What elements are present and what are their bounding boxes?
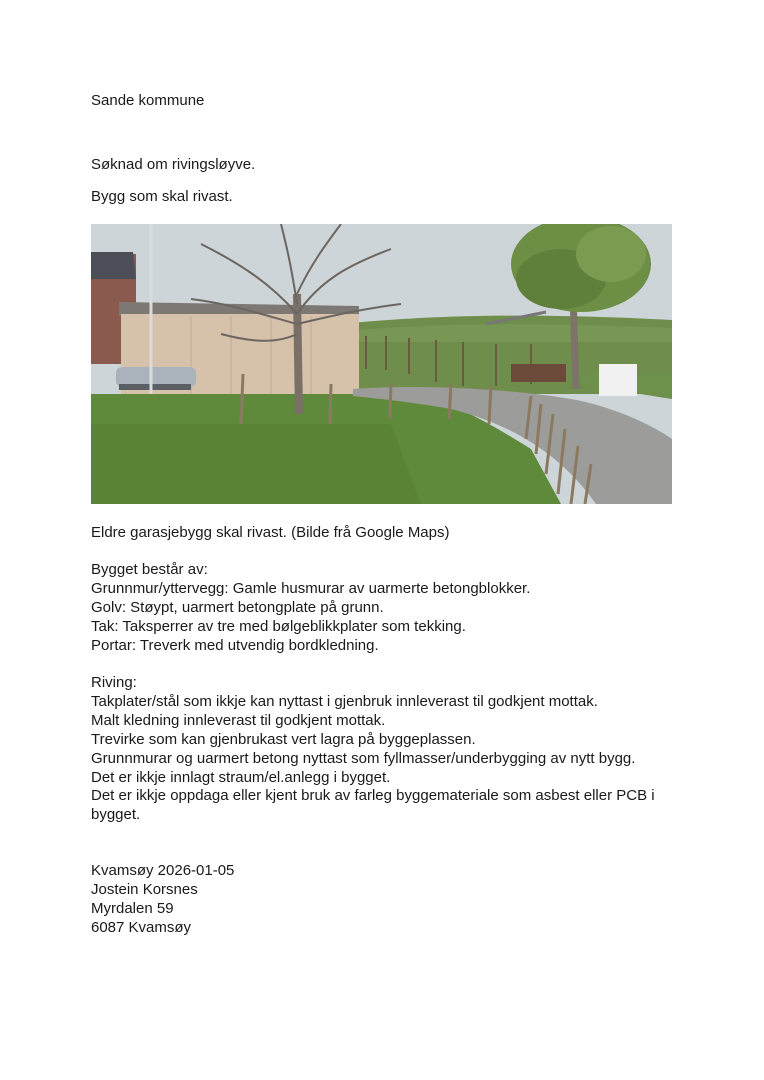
- building-photo: [91, 224, 672, 504]
- signer-postal: 6087 Kvamsøy: [91, 918, 192, 936]
- subject-line: Søknad om rivingsløyve.: [91, 156, 256, 173]
- composition-item: Grunnmur/yttervegg: Gamle husmurar av uarmerte betongblokker.: [91, 579, 531, 597]
- composition-section: [91, 561, 661, 656]
- demolition-item: Trevirke som kan gjenbrukast vert lagra på byggeplassen.: [91, 730, 476, 748]
- demolition-section: [91, 674, 661, 825]
- composition-item: Portar: Treverk med utvendig bordkledning.: [91, 636, 379, 654]
- municipality-line: Sande kommune: [91, 92, 205, 109]
- signer-address: Myrdalen 59: [91, 899, 174, 917]
- signature-block: [91, 862, 661, 938]
- demolition-heading: Riving:: [91, 674, 137, 691]
- demolition-item: Takplater/stål som ikkje kan nyttast i gjenbruk innleverast til godkjent mottak.: [91, 692, 598, 710]
- photo-caption: Eldre garasjebygg skal rivast. (Bilde frå Google Maps): [91, 524, 450, 541]
- building-intro: Bygg som skal rivast.: [91, 188, 233, 205]
- demolition-item: Malt kledning innleverast til godkjent mottak.: [91, 711, 386, 729]
- demolition-item: Grunnmurar og uarmert betong nyttast som fyllmasser/underbygging av nytt bygg.: [91, 749, 636, 767]
- composition-heading: Bygget består av:: [91, 561, 208, 578]
- place-date: Kvamsøy 2026-01-05: [91, 862, 235, 879]
- demolition-item: Det er ikkje oppdaga eller kjent bruk av farleg byggemateriale som asbest eller PCB i bygget.: [91, 787, 655, 824]
- composition-item: Golv: Støypt, uarmert betongplate på grunn.: [91, 598, 384, 616]
- demolition-item: Det er ikkje innlagt straum/el.anlegg i bygget.: [91, 768, 391, 786]
- composition-item: Tak: Taksperrer av tre med bølgeblikkplater som tekking.: [91, 617, 466, 635]
- signer-name: Jostein Korsnes: [91, 880, 198, 898]
